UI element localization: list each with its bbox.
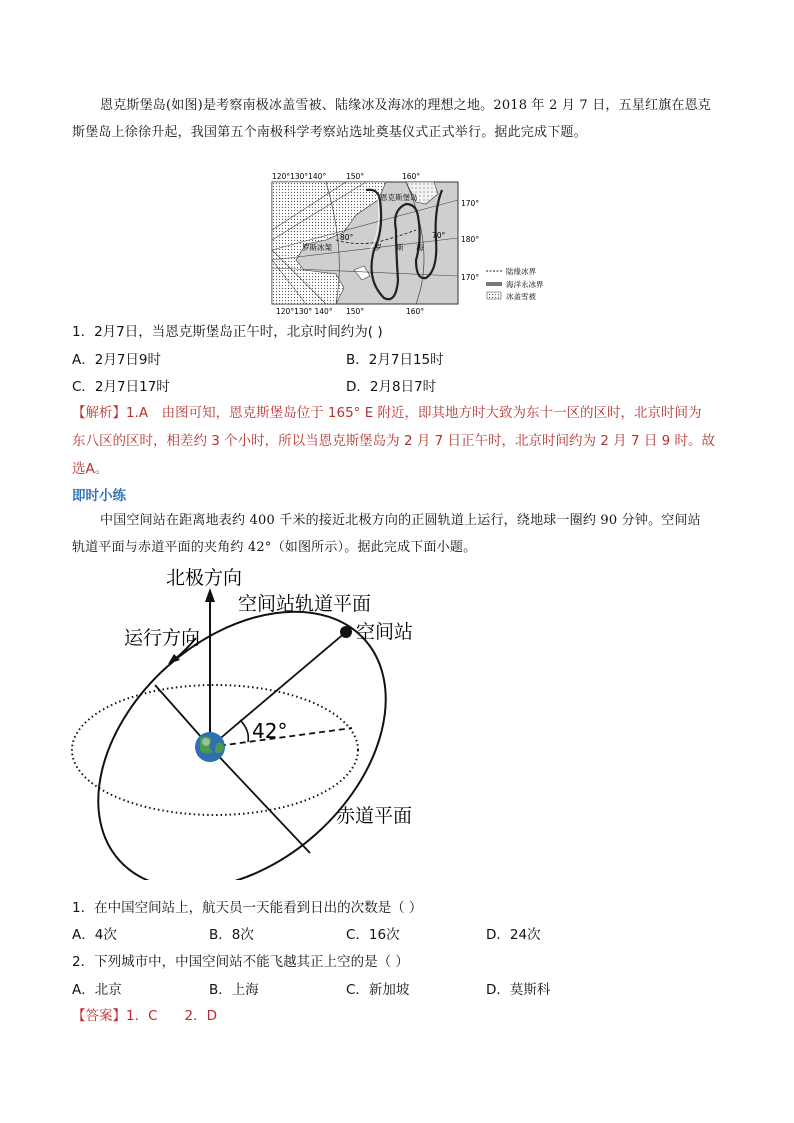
map-right-label: 170° [461, 199, 480, 208]
q1-option-b[interactable]: B．2月7日15时 [346, 352, 444, 368]
map-sea-label: 斯 [396, 243, 404, 252]
map-sea-label: 罗 [374, 243, 382, 252]
q3-option-d[interactable]: D．莫斯科 [486, 982, 551, 998]
intro2-line-1: 中国空间站在距离地表约 400 千米的接近北极方向的正圆轨道上运行，绕地球一圈约 90 分钟。空间站 [100, 513, 701, 528]
q2-option-b[interactable]: B．8次 [209, 927, 254, 943]
q1-option-c[interactable]: C．2月7日17时 [72, 379, 170, 395]
map-island-label: 恩克斯堡岛 [380, 193, 418, 202]
q1-option-a[interactable]: A．2月7日9时 [72, 352, 162, 368]
analysis-tag: 【解析】 [72, 405, 126, 421]
intro-line-2: 斯堡岛上徐徐升起，我国第五个南极科学考察站选址奠基仪式正式举行。据此完成下题。 [72, 125, 587, 140]
angle-arc [240, 720, 248, 742]
question-1-stem: 1．2月7日，当恩克斯堡岛正午时，北京时间约为( ) [72, 324, 383, 340]
map-bottom-label: 120°130° 140° [276, 307, 333, 316]
legend-label: 海洋永冰界 [506, 280, 544, 289]
q3-option-c[interactable]: C．新加坡 [346, 982, 410, 998]
legend-dotted-box [487, 292, 501, 299]
angle-label: 42° [252, 719, 288, 743]
space-station-diagram [60, 560, 440, 880]
orbit-radius-bottom [210, 747, 310, 853]
map-lat-label: 80° [340, 233, 354, 242]
question-2-stem: 1．在中国空间站上，航天员一天能看到日出的次数是（ ） [72, 900, 423, 916]
orbit-plane-label: 空间站轨道平面 [238, 593, 372, 615]
map-right-label: 180° [461, 235, 480, 244]
answer-tag: 【答案】 [72, 1008, 126, 1024]
question-3-stem: 2．下列城市中，中国空间站不能飞越其正上空的是（ ） [72, 954, 409, 970]
map-top-label: 150° [346, 172, 365, 181]
north-label: 北极方向 [166, 567, 243, 589]
analysis-line-2: 东八区的区时，相差约 3 个小时，所以当恩克斯堡岛为 2 月 7 日正午时，北京时间约为 2 月 7 日 9 时。故 [72, 433, 716, 449]
q3-option-b[interactable]: B．上海 [209, 982, 259, 998]
earth-icon [195, 732, 225, 762]
map-svg [266, 170, 596, 318]
station-label: 空间站 [356, 621, 414, 643]
q2-option-a[interactable]: A．4次 [72, 927, 117, 943]
map-right-label: 170° [461, 273, 480, 282]
north-arrow-head [205, 588, 215, 602]
answer-text: 1．C 2．D [126, 1008, 217, 1024]
intro2-paragraph [72, 507, 740, 561]
q3-option-a[interactable]: A．北京 [72, 982, 122, 998]
space-station-dot [340, 626, 352, 638]
intro-paragraph [72, 92, 740, 146]
map-sea-label: 海 [416, 243, 424, 252]
answer-block [72, 1004, 217, 1024]
orbit-svg [60, 560, 440, 880]
q2-option-d[interactable]: D．24次 [486, 927, 541, 943]
intro2-line-2: 轨道平面与赤道平面的夹角约 42°（如图所示）。据此完成下面小题。 [72, 540, 477, 555]
analysis-block [72, 399, 732, 483]
map-lat-label: 70° [432, 231, 446, 240]
q2-option-c[interactable]: C．16次 [346, 927, 400, 943]
map-top-label: 120°130°140° [272, 172, 327, 181]
map-top-label: 160° [402, 172, 421, 181]
equator-label: 赤道平面 [336, 805, 413, 827]
map-bottom-label: 160° [406, 307, 425, 316]
ross-sea-map [266, 170, 596, 318]
intro-line-1: 恩克斯堡岛(如图)是考察南极冰盖雪被、陆缘冰及海冰的理想之地。2018 年 2 月 7 日，五星红旗在恩克 [100, 98, 712, 113]
legend-label: 冰盖雪被 [506, 292, 536, 301]
map-iceshelf-label: 罗斯冰架 [302, 243, 332, 252]
q1-option-d[interactable]: D．2月8日7时 [346, 379, 437, 395]
map-bottom-label: 150° [346, 307, 365, 316]
section-title: 即时小练 [72, 488, 126, 504]
analysis-line-1: 1.A 由图可知，恩克斯堡岛位于 165° E 附近，即其地方时大致为东十一区的区时，北京时间为 [126, 405, 702, 421]
legend-label: 陆缘冰界 [506, 267, 536, 276]
direction-label: 运行方向 [124, 627, 201, 649]
analysis-line-3: 选A。 [72, 461, 109, 477]
